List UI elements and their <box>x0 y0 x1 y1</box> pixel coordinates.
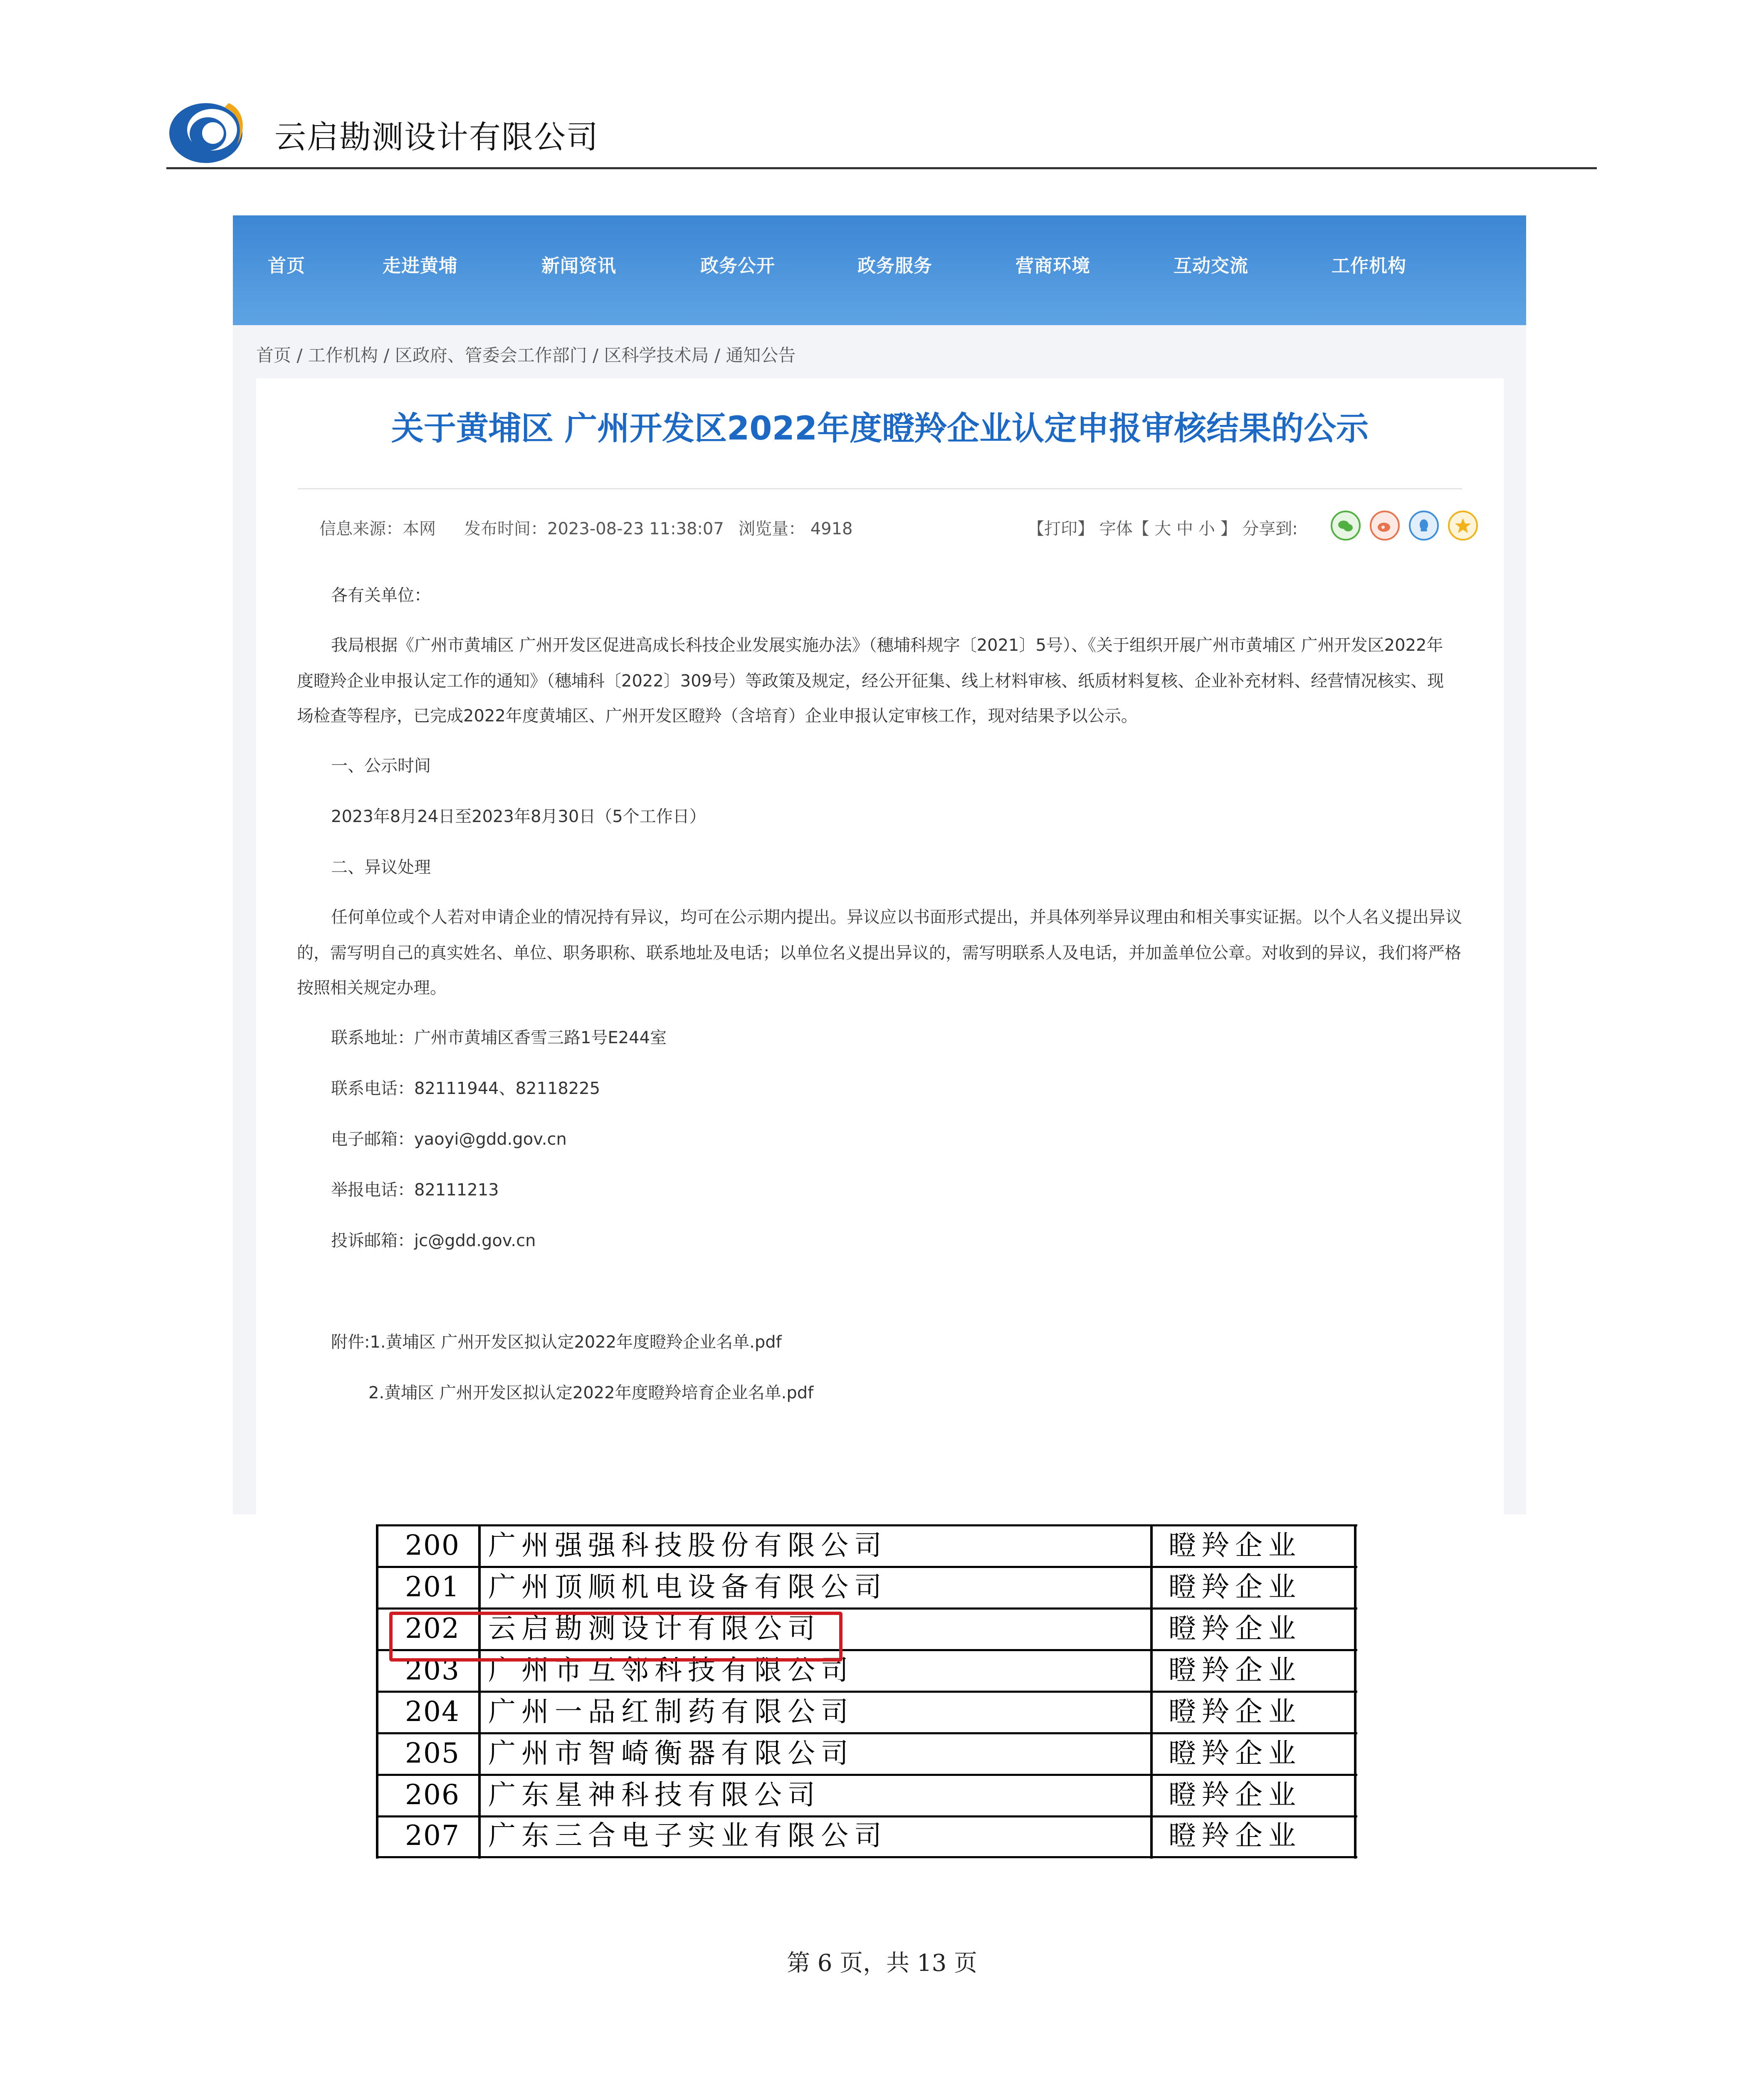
row-no: 201 <box>405 1571 460 1603</box>
row-type: 瞪羚企业 <box>1169 1654 1302 1686</box>
article-title: 关于黄埔区 广州开发区2022年度瞪羚企业认定申报审核结果的公示 <box>391 410 1369 447</box>
nav-open-gov[interactable]: 政务公开 <box>700 255 775 277</box>
greeting: 各有关单位： <box>331 586 431 605</box>
header-divider <box>166 167 1597 169</box>
contact-email[interactable]: 电子邮箱：yaoyi@gdd.gov.cn <box>331 1130 567 1149</box>
publicity-period: 2023年8月24日至2023年8月30日（5个工作日） <box>331 807 706 826</box>
row-type: 瞪羚企业 <box>1169 1696 1302 1728</box>
row-company: 广州市智崎衡器有限公司 <box>488 1737 854 1769</box>
body-p2-line3: 按照相关规定办理。 <box>297 978 447 998</box>
row-company: 广州市互邻科技有限公司 <box>488 1654 854 1686</box>
nav-business-env[interactable]: 营商环境 <box>1015 255 1090 277</box>
row-type: 瞪羚企业 <box>1169 1737 1302 1769</box>
body-p1-line3: 场检查等程序，已完成2022年度黄埔区、广州开发区瞪羚（含培育）企业申报认定审核工作，现对结果予以公示。 <box>297 706 1138 726</box>
qq-icon[interactable] <box>1409 511 1439 541</box>
row-type: 瞪羚企业 <box>1169 1612 1302 1644</box>
weibo-icon[interactable] <box>1370 511 1400 541</box>
nav-home[interactable]: 首页 <box>268 255 305 277</box>
row-type: 瞪羚企业 <box>1169 1820 1302 1852</box>
body-p2-line2: 的，需写明自己的真实姓名、单位、职务职称、联系地址及电话；以单位名义提出异议的，需写明联系人及电话，并加盖单位公章。对收到的异议，我们将严格 <box>297 943 1461 963</box>
row-no: 203 <box>405 1654 460 1686</box>
attachment-link-1[interactable]: 附件:1.黄埔区 广州开发区拟认定2022年度瞪羚企业名单.pdf <box>331 1333 782 1352</box>
company-logo-icon <box>166 95 250 165</box>
table-page-caption: 第 6 页，共 13 页 <box>786 1950 978 1977</box>
row-company: 广州顶顺机电设备有限公司 <box>488 1571 887 1603</box>
row-no: 202 <box>405 1612 460 1644</box>
report-phone: 举报电话：82111213 <box>331 1180 499 1200</box>
body-p1-line1: 我局根据《广州市黄埔区 广州开发区促进高成长科技企业发展实施办法》（穗埔科规字〔2021〕5号）、《关于组织开展广州市黄埔区 广州开发区2022年 <box>331 636 1443 655</box>
meta-views: 浏览量： 4918 <box>739 519 853 538</box>
title-divider <box>298 488 1462 489</box>
section-objection: 二、异议处理 <box>331 858 431 877</box>
site-navbar <box>233 215 1526 325</box>
row-company: 广东三合电子实业有限公司 <box>488 1820 887 1852</box>
contact-address: 联系地址：广州市黄埔区香雪三路1号E244室 <box>331 1028 667 1047</box>
breadcrumb[interactable]: 首页 / 工作机构 / 区政府、管委会工作部门 / 区科学技术局 / 通知公告 <box>256 345 796 365</box>
complaint-email[interactable]: 投诉邮箱：jc@gdd.gov.cn <box>331 1231 536 1250</box>
results-table <box>376 1524 1357 1859</box>
row-company: 云启勘测设计有限公司 <box>488 1612 821 1644</box>
highlight-box <box>389 1612 842 1662</box>
row-no: 204 <box>405 1696 460 1728</box>
nav-gov-service[interactable]: 政务服务 <box>857 255 932 277</box>
article-tools[interactable]: 【打印】 字体【 大 中 小 】 分享到: <box>1028 519 1298 538</box>
nav-news[interactable]: 新闻资讯 <box>541 255 616 277</box>
meta-source: 信息来源：本网 <box>319 519 436 538</box>
row-no: 200 <box>405 1529 460 1561</box>
row-type: 瞪羚企业 <box>1169 1571 1302 1603</box>
body-p1-line2: 度瞪羚企业申报认定工作的通知》（穗埔科〔2022〕309号）等政策及规定，经公开征集、线上材料审核、纸质材料复核、企业补充材料、经营情况核实、现 <box>297 672 1444 691</box>
section-publicity-time: 一、公示时间 <box>331 756 431 775</box>
row-company: 广州强强科技股份有限公司 <box>488 1529 887 1561</box>
website-screenshot <box>233 215 1526 1514</box>
row-type: 瞪羚企业 <box>1169 1779 1302 1811</box>
attachment-link-2[interactable]: 2.黄埔区 广州开发区拟认定2022年度瞪羚培育企业名单.pdf <box>368 1383 814 1402</box>
nav-interaction[interactable]: 互动交流 <box>1174 255 1248 277</box>
row-no: 205 <box>405 1737 460 1769</box>
row-no: 206 <box>405 1779 460 1811</box>
article-panel <box>256 378 1504 1514</box>
row-type: 瞪羚企业 <box>1169 1529 1302 1561</box>
nav-about[interactable]: 走进黄埔 <box>383 255 457 277</box>
row-company: 广州一品红制药有限公司 <box>488 1696 854 1728</box>
body-p2-line1: 任何单位或个人若对申请企业的情况持有异议，均可在公示期内提出。异议应以书面形式提出，并具体列举异议理由和相关事实证据。以个人名义提出异议 <box>331 908 1462 927</box>
contact-phone: 联系电话：82111944、82118225 <box>331 1079 600 1098</box>
nav-departments[interactable]: 工作机构 <box>1332 255 1406 277</box>
meta-time: 发布时间：2023-08-23 11:38:07 <box>464 519 724 538</box>
qzone-icon[interactable] <box>1448 511 1478 541</box>
row-company: 广东星神科技有限公司 <box>488 1779 821 1811</box>
company-name: 云启勘测设计有限公司 <box>274 119 599 156</box>
wechat-icon[interactable] <box>1331 511 1361 541</box>
row-no: 207 <box>405 1820 460 1852</box>
